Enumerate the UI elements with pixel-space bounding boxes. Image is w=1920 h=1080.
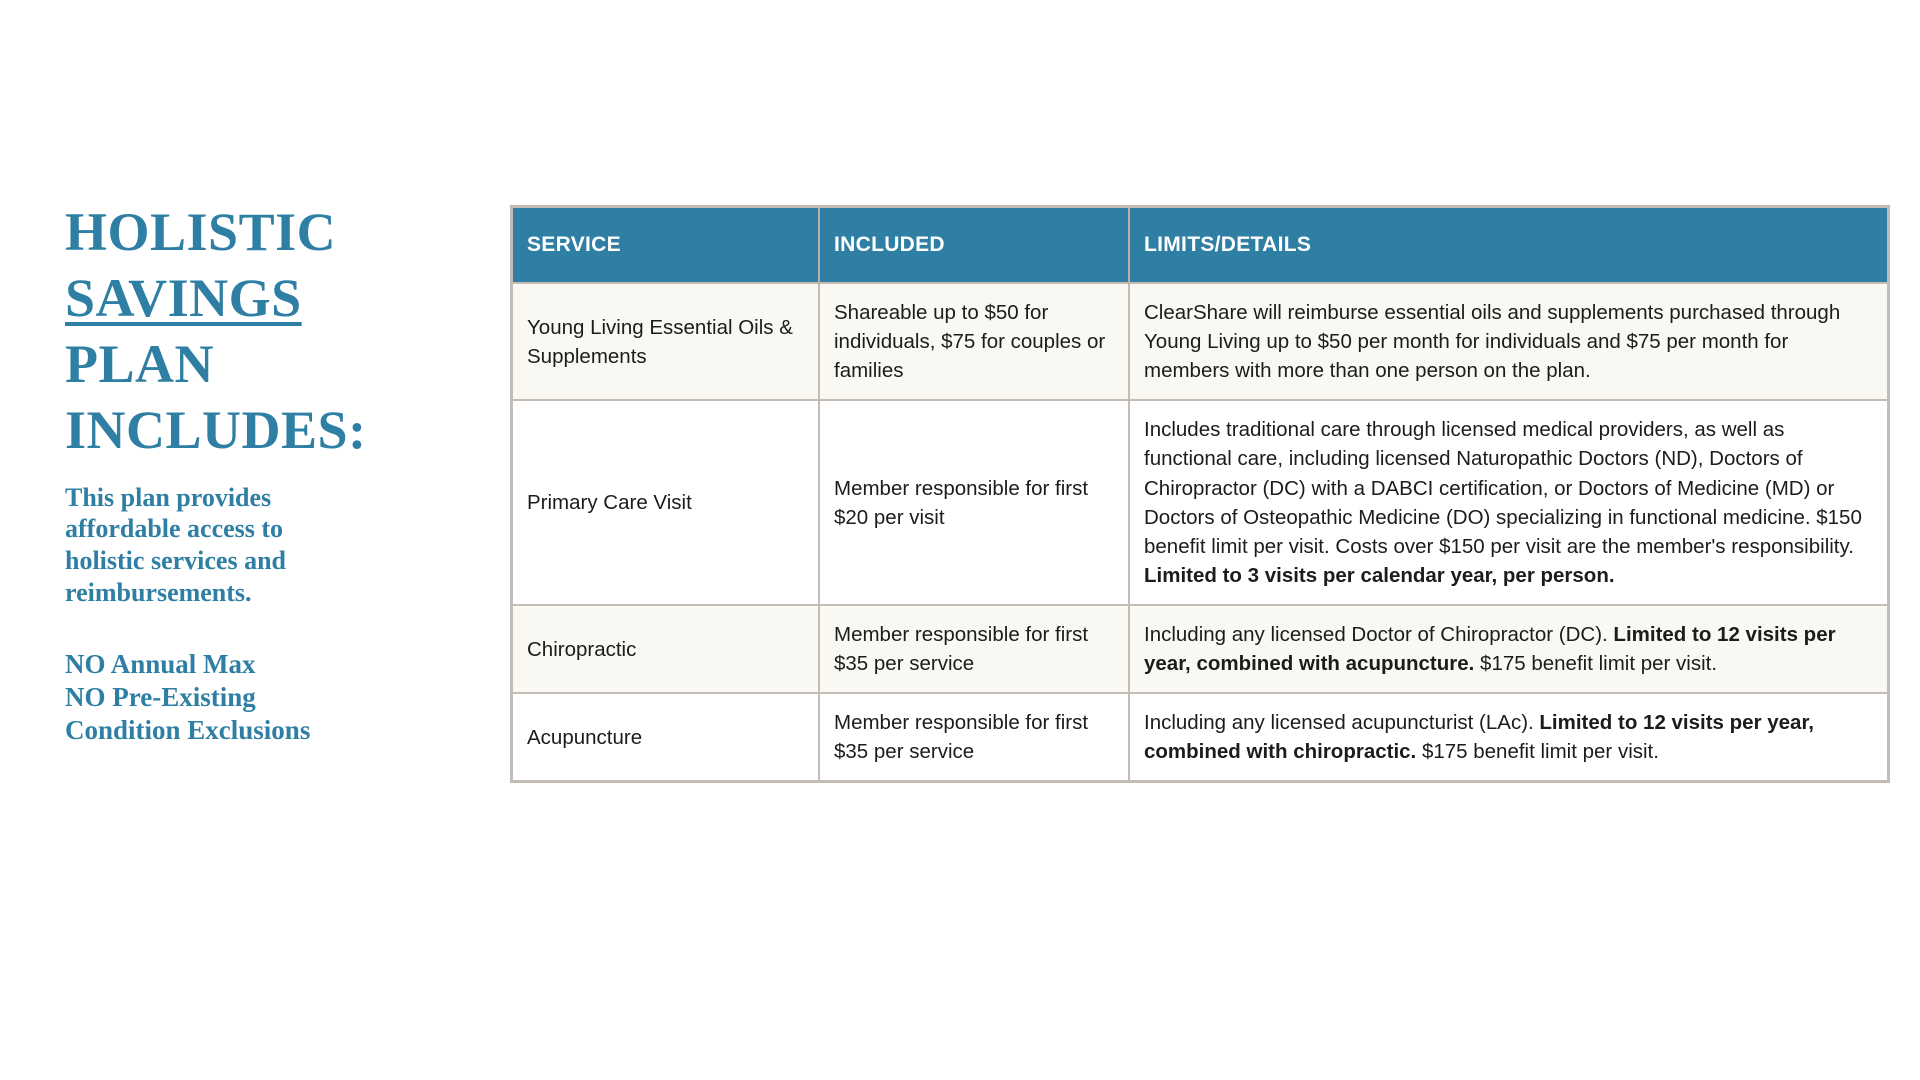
plan-highlight-line-3: Condition Exclusions (65, 715, 311, 746)
limits-emphasis: Limited to 12 visits per year, combined with acupuncture. (1144, 622, 1836, 676)
page-title (65, 200, 465, 464)
limits-text: Including any licensed Doctor of Chiropractor (DC). (1144, 622, 1614, 646)
cell-limits-details (1129, 605, 1887, 693)
cell-limits-details (1129, 400, 1887, 605)
plan-highlights (65, 648, 465, 747)
table-row (513, 283, 1887, 400)
left-info-panel (65, 200, 465, 747)
limits-emphasis: Limited to 12 visits per year, combined with chiropractic. (1144, 711, 1814, 764)
column-header-included: INCLUDED (819, 208, 1129, 283)
intro-paragraph: This plan provides affordable access to holistic services and reimbursements. (65, 482, 286, 607)
limits-emphasis: Limited to 3 visits per calendar year, per person. (1144, 563, 1615, 587)
column-header-limits: LIMITS/DETAILS (1129, 208, 1887, 283)
table-body (513, 283, 1887, 780)
cell-included: Member responsible for first $20 per visit (819, 400, 1129, 605)
cell-included: Shareable up to $50 for individuals, $75 for couples or families (819, 283, 1129, 400)
plan-highlight-line-2: NO Pre-Existing (65, 682, 256, 713)
cell-service: Young Living Essential Oils & Supplements (513, 283, 819, 400)
cell-included: Member responsible for first $35 per service (819, 693, 1129, 780)
cell-service: Primary Care Visit (513, 400, 819, 605)
page-title-line-1: HOLISTIC (65, 202, 337, 262)
page-title-line-2: SAVINGS (65, 267, 302, 328)
cell-limits-details (1129, 693, 1887, 780)
table-row (513, 605, 1887, 693)
column-header-service: SERVICE (513, 208, 819, 283)
benefits-table-container (510, 205, 1890, 783)
cell-service: Acupuncture (513, 693, 819, 780)
page-title-line-4: INCLUDES: (65, 399, 367, 460)
limits-text: Including any licensed acupuncturist (LAc). (1144, 711, 1540, 735)
cell-limits-details (1129, 283, 1887, 400)
plan-highlight-line-1: NO Annual Max (65, 649, 256, 680)
benefits-table (513, 208, 1887, 780)
limits-text: $175 benefit limit per visit. (1416, 740, 1659, 764)
table-header-row (513, 208, 1887, 283)
limits-text: Includes traditional care through licensed medical providers, as well as functional care, including licensed Naturopathic Doctors (ND), Doctors of Chiropractor (DC) with a DABCI certification, or Doctors of Medicine (MD) or Doctors of Osteopathic Medicine (DO) specializing in functional medicine. $150 benefit limit per visit. Costs over $150 per visit are the member's responsibility. (1144, 418, 1862, 558)
limits-text: $175 benefit limit per visit. (1474, 652, 1718, 676)
table-row (513, 693, 1887, 780)
cell-service: Chiropractic (513, 605, 819, 693)
table-header (513, 208, 1887, 283)
limits-text: ClearShare will reimburse essential oils and supplements purchased through Young Living up to $50 per month for individuals and $75 per month for members with more than one person on the plan. (1144, 301, 1841, 383)
table-row (513, 400, 1887, 605)
cell-included: Member responsible for first $35 per service (819, 605, 1129, 693)
page-title-line-3: PLAN (65, 333, 214, 394)
